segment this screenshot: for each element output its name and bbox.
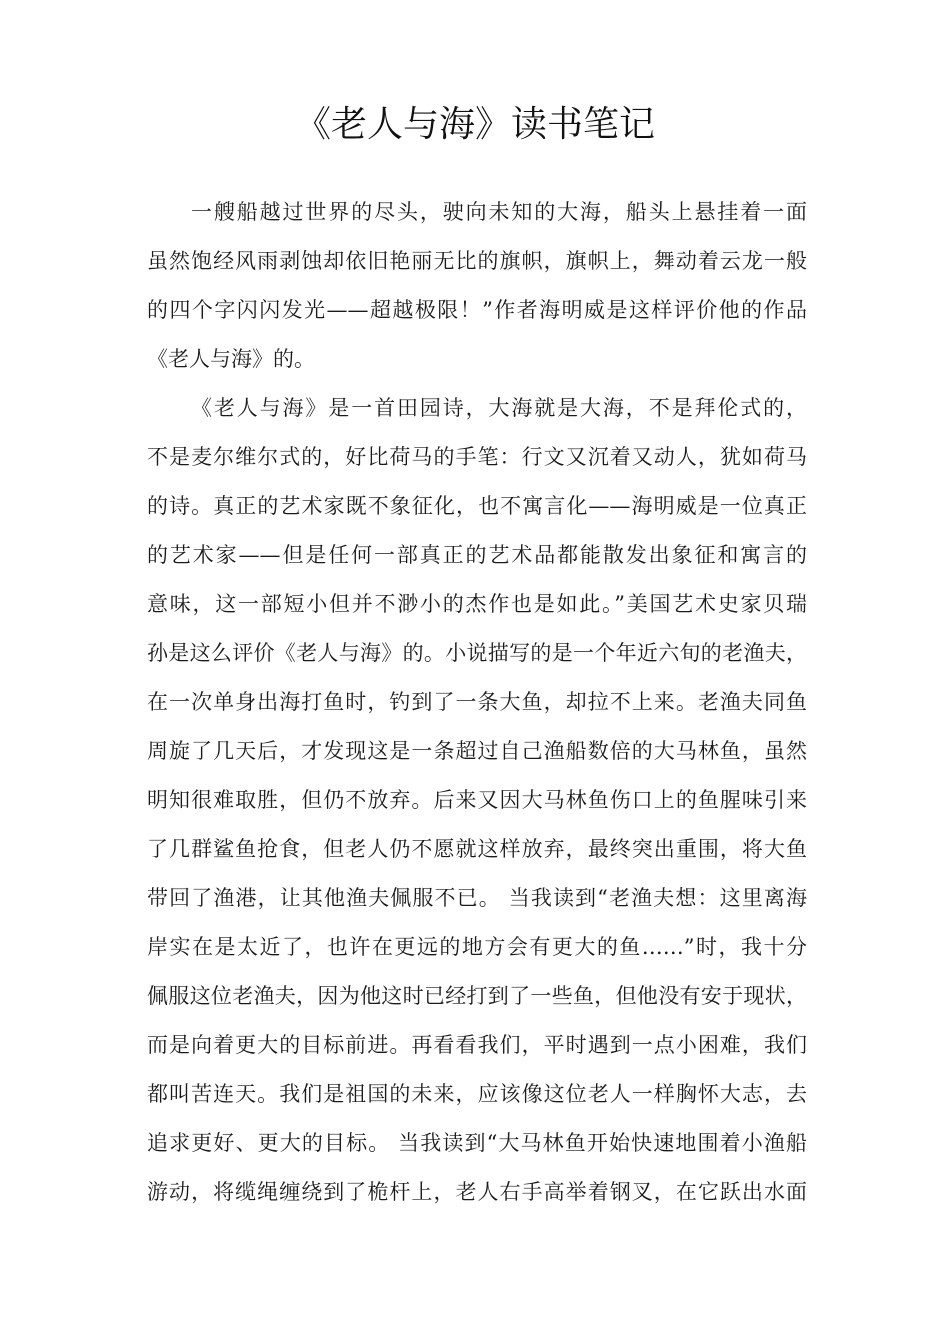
text-line: 《老人与海》的。 [147,347,315,371]
document-title: 《老人与海》读书笔记 [294,104,655,145]
text-line: 追求更好、更大的目标。 当我读到“大马林鱼开始快速地围着小渔船 [147,1131,807,1155]
text-line: 一艘船越过世界的尽头，驶向未知的大海，船头上悬挂着一面 [191,200,807,224]
text-line: 明知很难取胜，但仍不放弃。后来又因大马林鱼伤口上的鱼腥味引来 [147,788,807,812]
text-line: 带回了渔港，让其他渔夫佩服不已。 当我读到“老渔夫想：这里离海 [147,886,807,910]
document-body [147,188,807,1217]
text-line: 岸实在是太近了，也许在更远的地方会有更大的鱼……”时，我十分 [147,935,807,959]
text-line: 意味，这一部短小但并不渺小的杰作也是如此。”美国艺术史家贝瑞 [147,592,807,616]
text-line: 《老人与海》是一首田园诗，大海就是大海，不是拜伦式的， [191,396,807,420]
text-line: 游动，将缆绳缠绕到了桅杆上，老人右手高举着钢叉，在它跃出水面 [147,1180,807,1204]
text-line: 周旋了几天后，才发现这是一条超过自己渔船数倍的大马林鱼，虽然 [147,739,807,763]
text-line: 虽然饱经风雨剥蚀却依旧艳丽无比的旗帜，旗帜上，舞动着云龙一般 [147,249,807,273]
text-line: 的艺术家——但是任何一部真正的艺术品都能散发出象征和寓言的 [147,543,807,567]
text-line: 的四个字闪闪发光——超越极限！”作者海明威是这样评价他的作品 [147,298,807,322]
text-line: 了几群鲨鱼抢食，但老人仍不愿就这样放弃，最终突出重围，将大鱼 [147,837,807,861]
text-line: 在一次单身出海打鱼时，钓到了一条大鱼，却拉不上来。老渔夫同鱼 [147,690,807,714]
text-line: 都叫苦连天。我们是祖国的未来，应该像这位老人一样胸怀大志，去 [147,1082,807,1106]
text-line: 孙是这么评价《老人与海》的。小说描写的是一个年近六旬的老渔夫， [147,641,807,665]
text-line: 佩服这位老渔夫，因为他这时已经打到了一些鱼，但他没有安于现状， [147,984,807,1008]
text-line: 不是麦尔维尔式的，好比荷马的手笔：行文又沉着又动人，犹如荷马 [147,445,807,469]
text-line: 的诗。真正的艺术家既不象征化，也不寓言化——海明威是一位真正 [147,494,807,518]
text-line: 而是向着更大的目标前进。再看看我们，平时遇到一点小困难，我们 [147,1033,807,1057]
